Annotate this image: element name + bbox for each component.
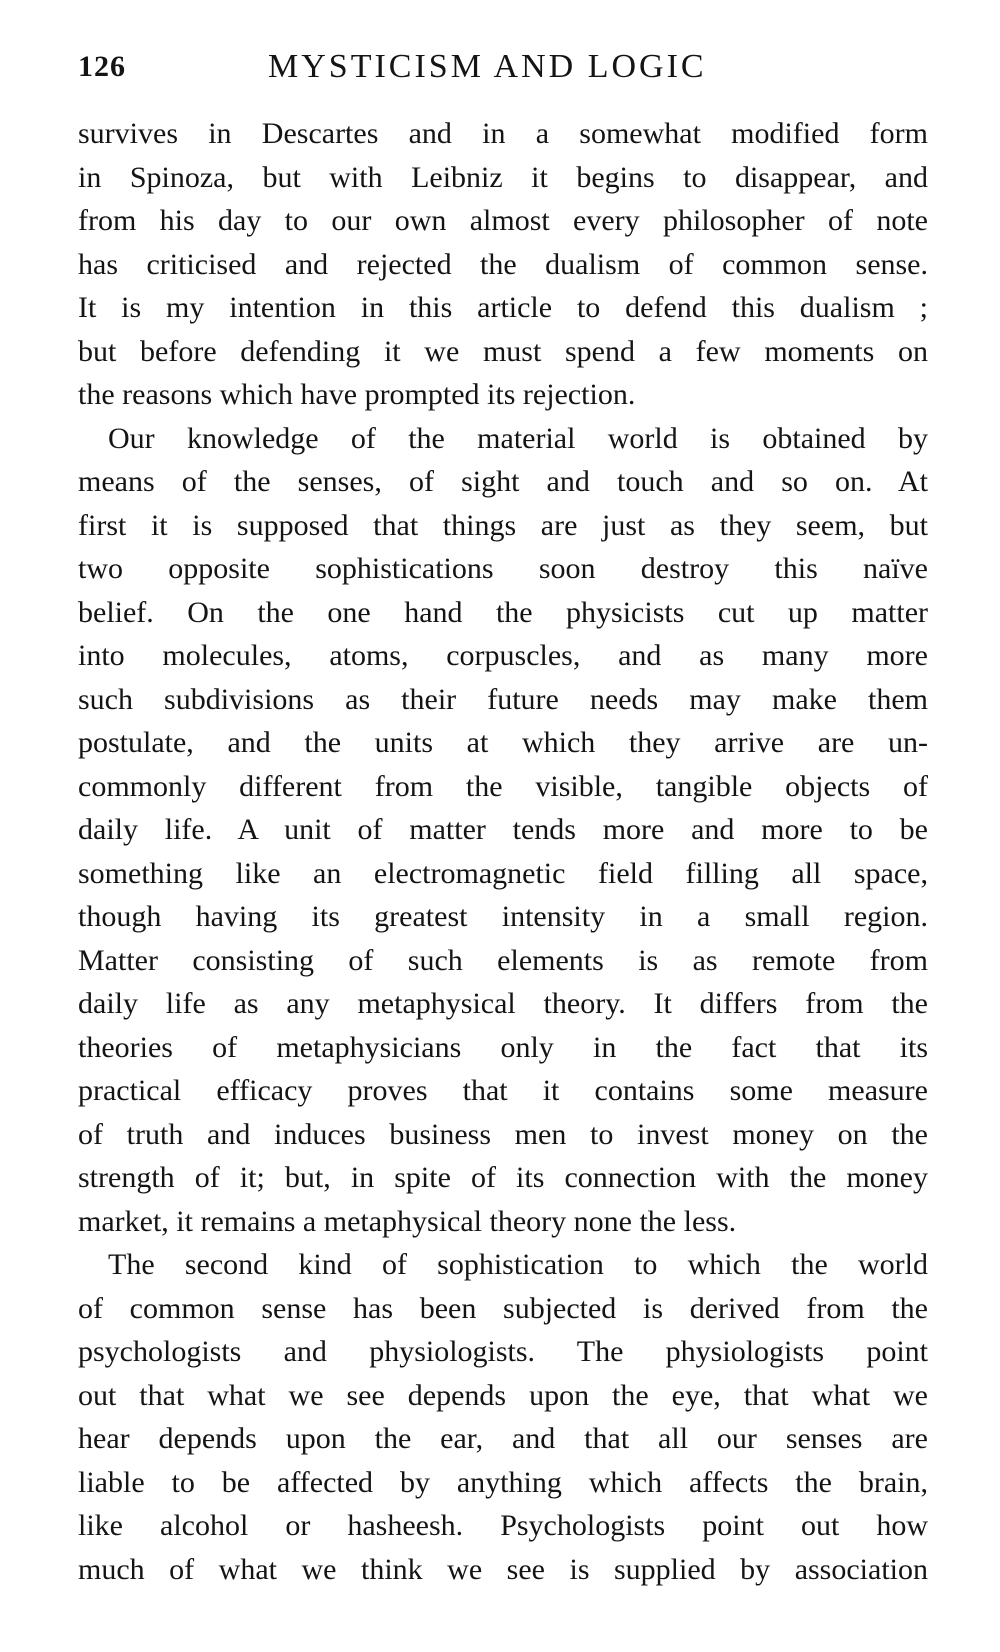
text-line: commonly different from the visible, tangible objects of: [78, 769, 928, 803]
body-text: [78, 112, 928, 1591]
text-line: in Spinoza, but with Leibniz it begins to disappear, and: [78, 160, 928, 194]
text-line: Matter consisting of such elements is as remote from: [78, 943, 928, 977]
text-line: something like an electromagnetic field filling all space,: [78, 856, 928, 890]
text-line: like alcohol or hasheesh. Psychologists point out how: [78, 1509, 928, 1542]
text-line: postulate, and the units at which they arrive are un-: [78, 726, 928, 759]
paragraph-3: [78, 1243, 928, 1591]
text-line: but before defending it we must spend a few moments on: [78, 334, 928, 368]
text-line: liable to be affected by anything which affects the brain,: [78, 1465, 928, 1499]
running-head: [78, 40, 928, 100]
text-line: survives in Descartes and in a somewhat modified form: [78, 117, 928, 150]
text-line: practical efficacy proves that it contains some measure: [78, 1074, 928, 1107]
text-line: hear depends upon the ear, and that all our senses are: [78, 1422, 928, 1455]
text-line: of truth and induces business men to invest money on the: [78, 1117, 928, 1151]
text-line: the reasons which have prompted its rejection.: [78, 378, 636, 411]
text-line: belief. On the one hand the physicists cut up matter: [78, 595, 928, 629]
text-line: The second kind of sophistication to which the world: [108, 1248, 928, 1281]
text-line: daily life. A unit of matter tends more and more to be: [78, 813, 928, 846]
text-line: though having its greatest intensity in a small region.: [78, 900, 928, 933]
text-line: of common sense has been subjected is derived from the: [78, 1291, 928, 1325]
paragraph-2: [78, 417, 928, 1244]
text-line: into molecules, atoms, corpuscles, and as many more: [78, 639, 928, 672]
text-line: means of the senses, of sight and touch and so on. At: [78, 465, 928, 498]
text-line: two opposite sophistications soon destroy this naïve: [78, 552, 928, 585]
text-line: strength of it; but, in spite of its connection with the money: [78, 1161, 928, 1194]
text-line: It is my intention in this article to defend this dualism ;: [78, 291, 928, 324]
book-title: MYSTICISM AND LOGIC: [268, 48, 707, 85]
paragraph-1: [78, 112, 928, 417]
text-line: Our knowledge of the material world is obtained by: [108, 421, 928, 455]
text-line: much of what we think we see is supplied by association: [78, 1552, 928, 1586]
text-line: psychologists and physiologists. The physiologists point: [78, 1335, 928, 1368]
text-line: has criticised and rejected the dualism of common sense.: [78, 247, 928, 281]
text-line: daily life as any metaphysical theory. It differs from the: [78, 987, 928, 1020]
text-line: theories of metaphysicians only in the fact that its: [78, 1030, 928, 1064]
text-line: market, it remains a metaphysical theory none the less.: [78, 1204, 737, 1238]
page-number: 126: [78, 50, 126, 83]
text-line: first it is supposed that things are just as they seem, but: [78, 508, 928, 542]
text-line: from his day to our own almost every philosopher of note: [78, 204, 928, 237]
text-line: out that what we see depends upon the eye, that what we: [78, 1378, 928, 1412]
text-line: such subdivisions as their future needs may make them: [78, 682, 928, 716]
